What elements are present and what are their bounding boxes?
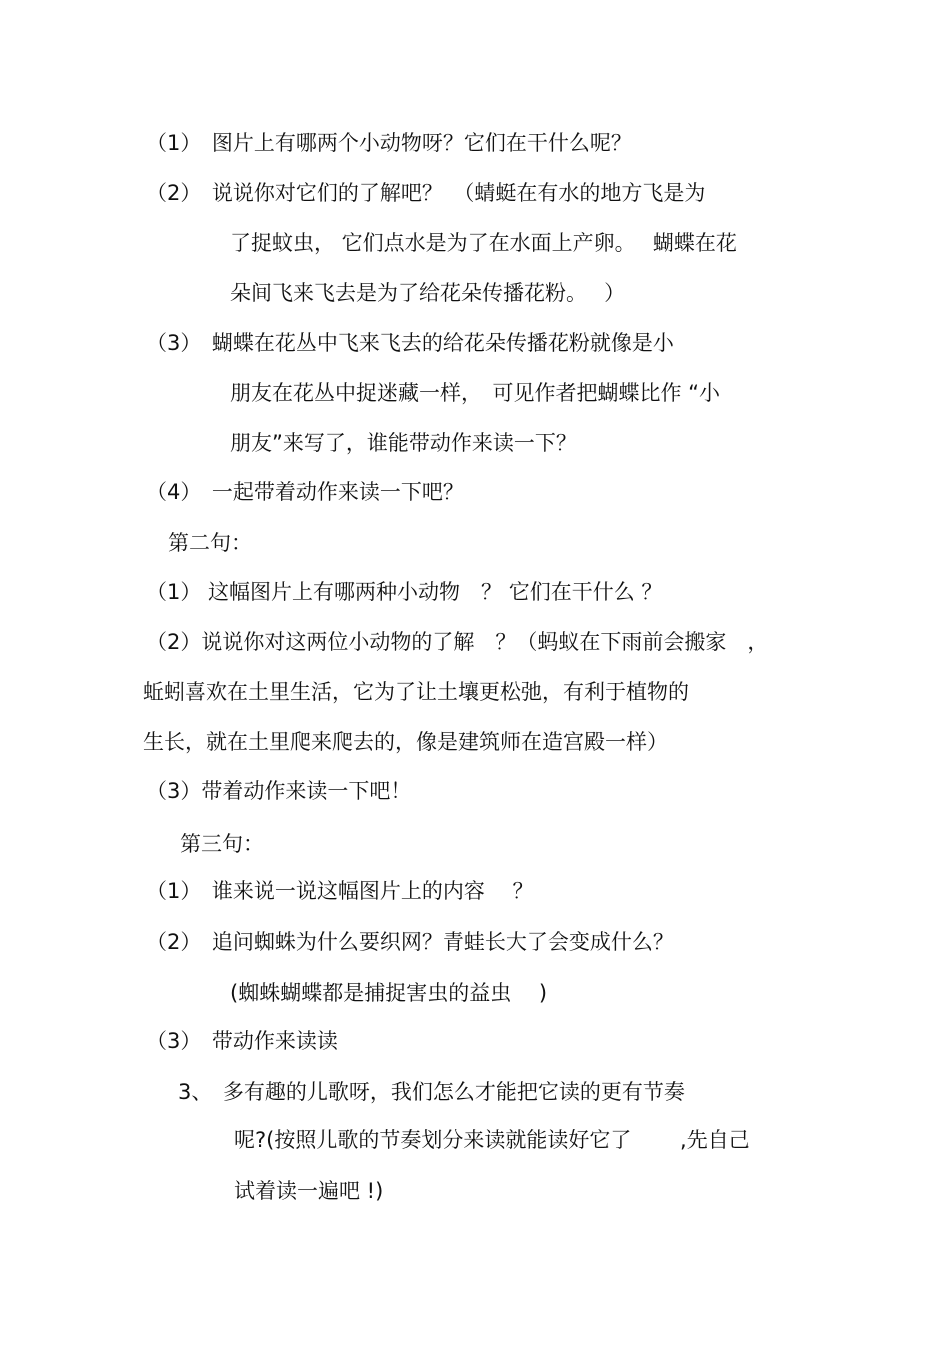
text-line: 朋友在花丛中捉迷藏一样， 可见作者把蝴蝶比作 “小 <box>230 381 721 405</box>
text-line: 了捉蚊虫， 它们点水是为了在水面上产卵。 蝴蝶在花 <box>230 231 737 255</box>
text-line: 朋友”来写了，谁能带动作来读一下？ <box>230 431 577 455</box>
text-line: （3）带着动作来读一下吧！ <box>146 779 412 803</box>
text-line: 生长，就在土里爬来爬去的，像是建筑师在造宫殿一样） <box>143 730 668 754</box>
text-line: （2）说说你对这两位小动物的了解 ？（蚂蚁在下雨前会搬家 ， <box>146 630 769 654</box>
text-line: 呢?(按照儿歌的节奏划分来读就能读好它了 ,先自己 <box>234 1128 750 1152</box>
text-line: 朵间飞来飞去是为了给花朵传播花粉。 ） <box>230 281 626 305</box>
text-line: （2） 说说你对它们的了解吧？ （蜻蜓在有水的地方飞是为 <box>146 181 706 205</box>
text-line: （1） 谁来说一说这幅图片上的内容 ？ <box>146 879 534 903</box>
section-heading: 第三句： <box>180 832 264 856</box>
text-line: （1） 这幅图片上有哪两种小动物 ？ 它们在干什么 ？ <box>146 580 663 604</box>
text-line: 蚯蚓喜欢在土里生活，它为了让土壤更松弛，有利于植物的 <box>143 680 689 704</box>
text-line: （1） 图片上有哪两个小动物呀？它们在干什么呢？ <box>146 131 632 155</box>
text-line: （2） 追问蜘蛛为什么要织网？青蛙长大了会变成什么？ <box>146 930 674 954</box>
text-line: （3） 带动作来读读 <box>146 1029 338 1053</box>
text-line: （3） 蝴蝶在花丛中飞来飞去的给花朵传播花粉就像是小 <box>146 331 674 355</box>
section-heading: 第二句： <box>168 531 252 555</box>
text-line: (蜘蛛蝴蝶都是捕捉害虫的益虫 ) <box>230 981 548 1005</box>
text-line: 3、 多有趣的儿歌呀，我们怎么才能把它读的更有节奏 <box>178 1080 685 1104</box>
text-line: （4） 一起带着动作来读一下吧？ <box>146 480 464 504</box>
text-line: 试着读一遍吧 !) <box>234 1179 384 1203</box>
